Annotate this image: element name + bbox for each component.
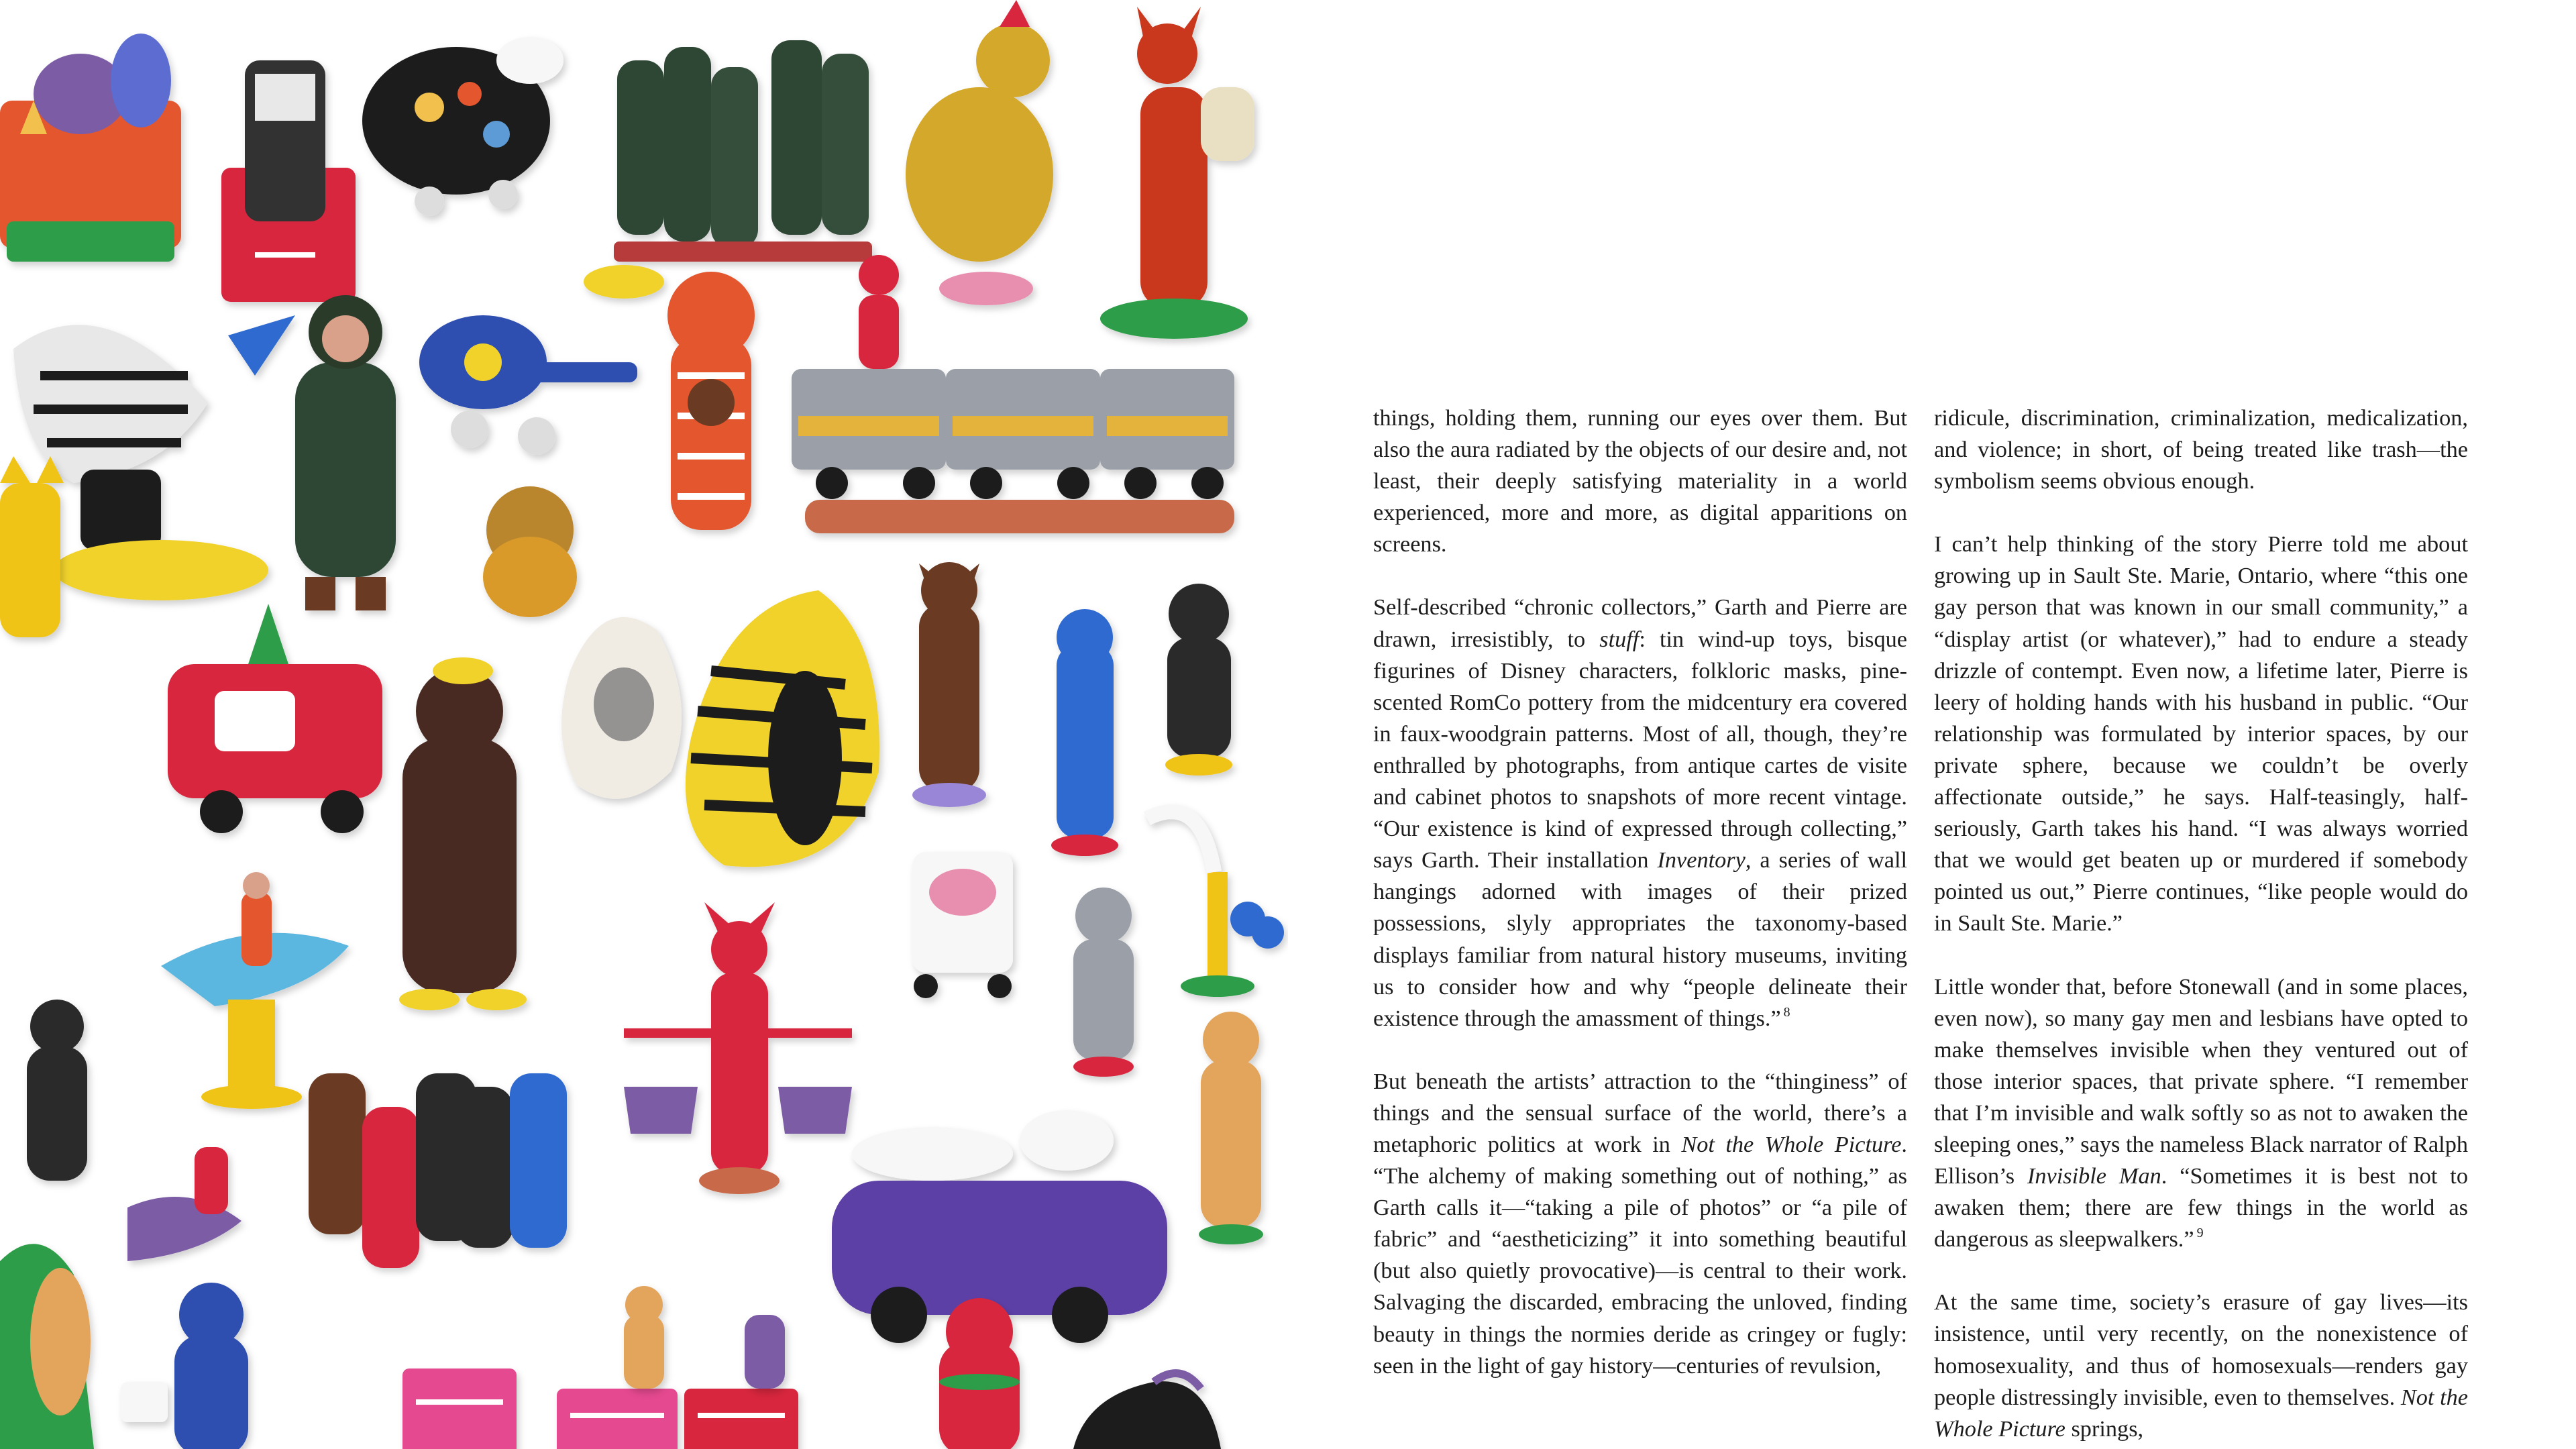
footnote-marker: 8	[1783, 1004, 1790, 1020]
figure-brown-devil-large	[399, 657, 527, 1010]
text-run: springs,	[2065, 1415, 2144, 1442]
text-run: , a series of wall hangings adorned with images of their prized possessions, slyly appropriates the taxonomy-based displays familiar from natural history museums, inviting us to consider how and why “people delineate their existence through the amassment of things.”	[1373, 847, 1907, 1031]
text-run: . “The alchemy of making something out of nothing,” as Garth calls it—“taking a pile of photos” or “a pile of fabric” and “aestheticizing” it into something beautiful (but also quietly provocative)—is central to their work. Salvaging the discarded, embracing the unloved, finding beauty in things the normies deride as cringey or fugly: seen in the light of gay history—centuries of revulsion,	[1373, 1131, 1907, 1379]
figure-sugar-skull-turtle	[362, 37, 564, 216]
text-run: Little wonder that, before Stonewall (and in some places, even now), so many gay men and lesbians have opted to make themselves invisible when they ventured out of those interior spaces, that private sphere. “I remember that I’m invisible and walk softly so as not to awaken the sleeping ones,” says the nameless Black narrator of Ralph Ellison’s	[1934, 973, 2468, 1189]
italic-text: Invisible Man	[2027, 1163, 2161, 1189]
figure-red-devil-with-bedroll	[1100, 7, 1254, 339]
footnote-marker: 9	[2196, 1226, 2204, 1241]
figure-train-cars	[792, 369, 1234, 533]
text-column-left	[1373, 402, 1907, 1382]
italic-text: Not the Whole Picture	[1681, 1131, 1902, 1157]
paragraph	[1373, 402, 1907, 560]
paragraph	[1934, 1287, 2468, 1444]
figure-red-devil-with-baskets	[624, 902, 852, 1194]
italic-text: stuff	[1599, 626, 1640, 652]
figure-devil-on-train	[859, 255, 899, 369]
text-run: I can’t help thinking of the story Pierre told me about growing up in Sault Ste. Marie, Ontario, where “this one gay person that was known in our small community,” a “display artist (or whatever),” had to endure a steady drizzle of contempt. Even now, a lifetime later, Pierre is leery of holding hands with his husband in public. “Our relationship was formulated by interior spaces, by our private sphere, because we couldn’t be overly affectionate outside,” he says. Half-teasingly, half-seriously, Garth takes his hand. “I was always worried that we would get beaten up or murdered if somebody pointed us out,” Pierre continues, “like people would do in Sault Ste. Marie.”	[1934, 531, 2468, 936]
text-run: : tin wind-up toys, bisque figurines of Disney characters, folkloric masks, pine-scented RomCo pottery from the midcentury era covered in faux-woodgrain patterns. Most of all, though, they’re enthralled by photographs, from antique cartes de visite and cabinet photos to snapshots of more recent vintage. “Our existence is kind of expressed through collecting,” says Garth. Their installation	[1373, 626, 1907, 873]
italic-text: Inventory	[1657, 847, 1746, 873]
figure-red-truck-with-plant	[168, 604, 382, 833]
figure-wreath-car	[912, 852, 1013, 998]
paragraph	[1934, 402, 2468, 497]
figure-black-devil-group	[27, 1000, 567, 1268]
figure-orange-devil	[624, 1286, 785, 1389]
text-run: But beneath the artists’ attraction to the “thinginess” of things and the sensual surface of the world, there’s a metaphoric politics at work in	[1373, 1068, 1907, 1157]
figure-gray-cat	[1073, 888, 1134, 1077]
figure-train-locomotive	[221, 60, 356, 302]
figure-rider-on-shark	[161, 872, 349, 1109]
text-run: . “Sometimes it is best not to awaken them; there are few things in the world as dangerous as sleepwalkers.”	[1934, 1163, 2468, 1252]
figure-turtle-cart	[419, 265, 664, 455]
figure-lion-figure	[483, 486, 577, 617]
figure-pink-houses	[402, 1368, 798, 1449]
figure-soldier-group	[614, 40, 872, 262]
figure-red-devil-small	[127, 1147, 241, 1261]
text-page	[1288, 0, 2576, 1449]
figure-soldier-figure	[295, 295, 396, 610]
figure-tiger-mask-figure	[667, 272, 755, 530]
text-run: At the same time, society’s erasure of gay lives—its insistence, until very recently, on the nonexistence of homosexuality, and thus of homosexuals—renders gay people distressingly invisible, even to themselves.	[1934, 1289, 2468, 1410]
figure-blue-devil-sitting	[121, 1283, 248, 1449]
figure-black-cat-devil	[1165, 584, 1232, 775]
text-column-right	[1934, 402, 2468, 1445]
figure-black-horse	[1073, 1373, 1221, 1449]
paragraph	[1934, 529, 2468, 939]
figure-yellow-cat	[0, 456, 64, 637]
paragraph	[1373, 592, 1907, 1034]
italic-text: Not the Whole Picture	[1934, 1384, 2468, 1442]
text-run: Self-described “chronic collectors,” Garth and Pierre are drawn, irresistibly, to	[1373, 594, 1907, 652]
figure-ghost-figure	[561, 617, 682, 799]
figure-blue-devil	[1051, 609, 1118, 856]
paragraph	[1373, 1066, 1907, 1382]
figure-tan-cat	[1199, 1012, 1263, 1244]
figure-tree-figure	[0, 1244, 94, 1449]
figure-chicken-figure	[906, 0, 1053, 305]
paragraph	[1934, 971, 2468, 1256]
text-run: ridicule, discrimination, criminalization, medicalization, and violence; in short, of being treated like trash—the symbolism seems obvious enough.	[1934, 405, 2468, 494]
text-run: things, holding them, running our eyes over them. But also the aura radiated by the objects of our desire and, not least, their deeply satisfying materiality in a world experienced, more and more, as digital apparitions on screens.	[1373, 405, 1907, 557]
figure-tiger-figure	[686, 590, 879, 867]
figure-topiary-animal-figures	[0, 34, 181, 262]
figure-horned-devil-brown	[912, 562, 986, 807]
figure-snake-on-lamp	[1147, 812, 1284, 997]
figure-red-devil-bottom	[939, 1298, 1020, 1449]
